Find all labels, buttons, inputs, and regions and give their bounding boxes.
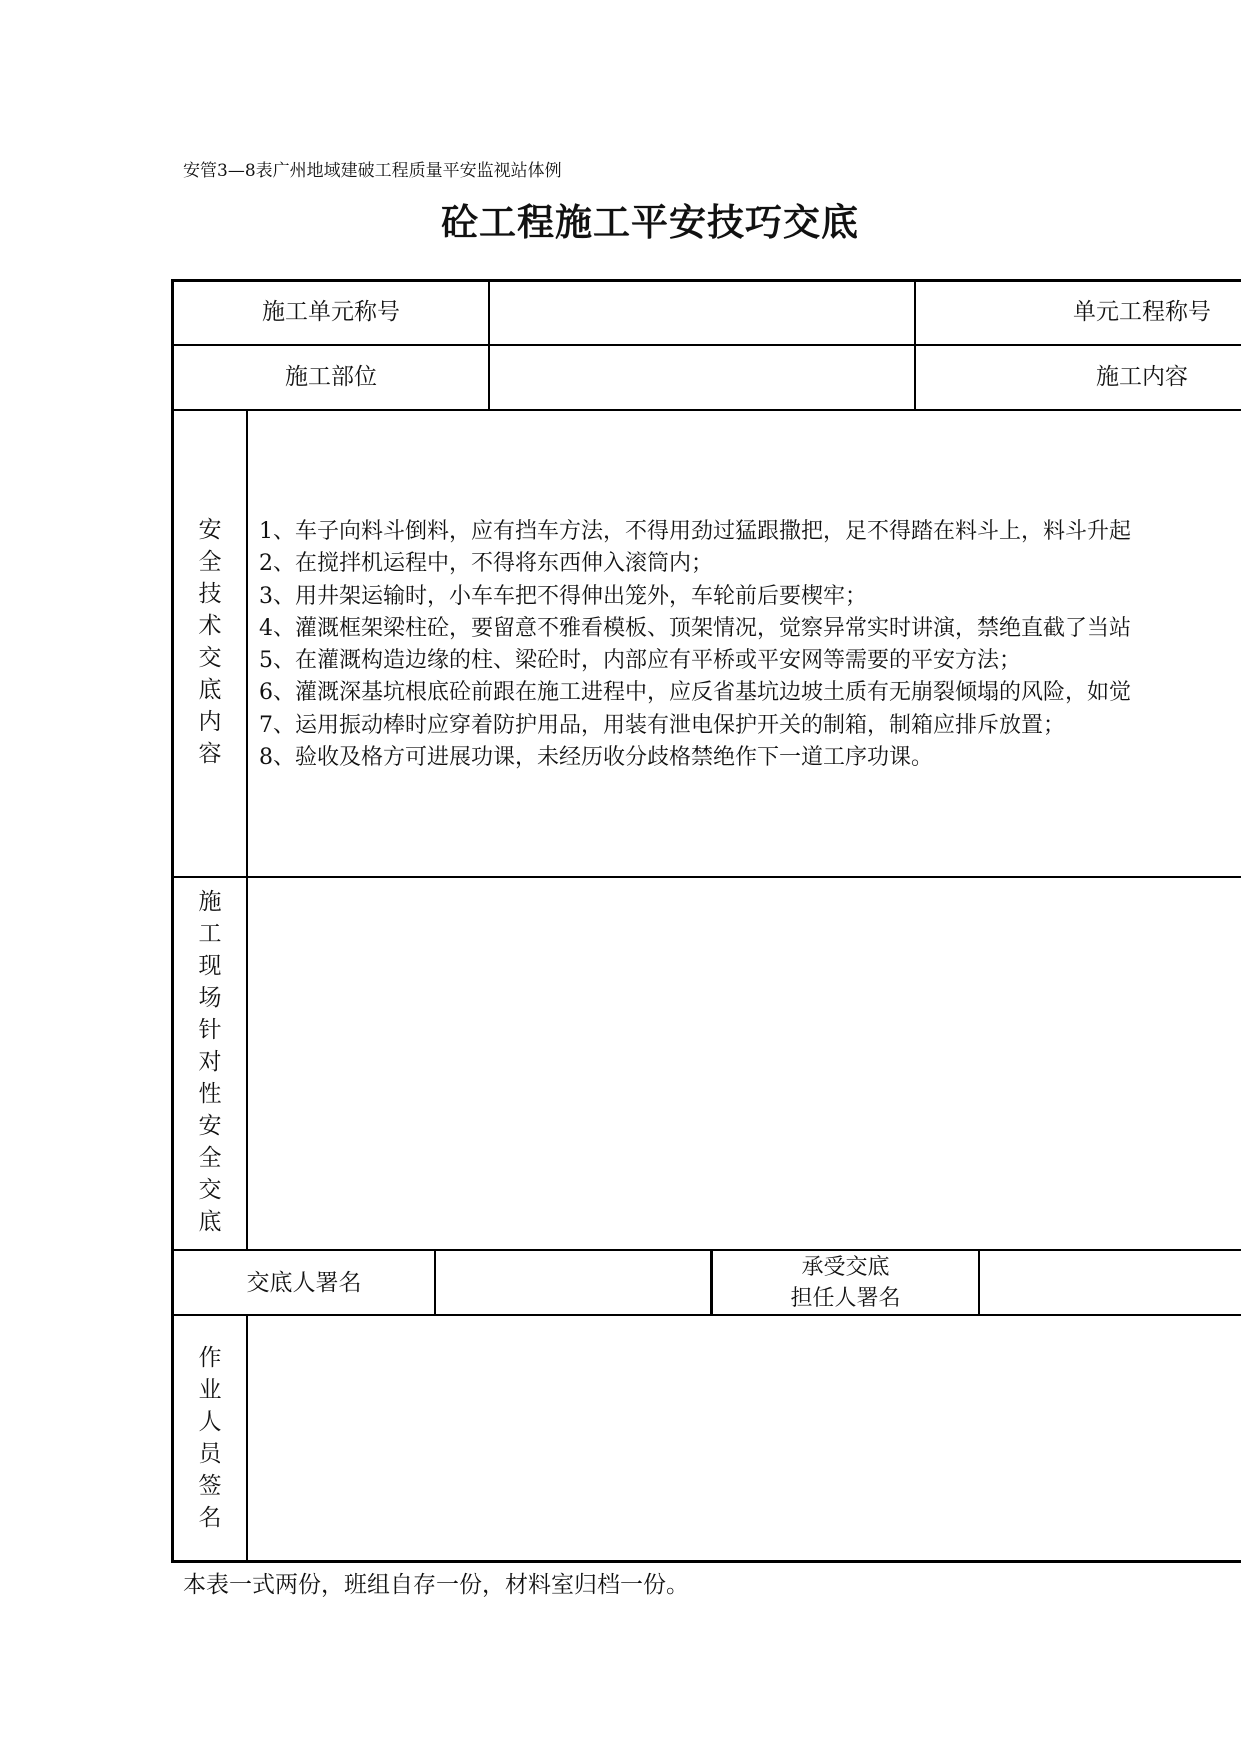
- tech-item: 4、灌溉框架梁柱砼，要留意不雅看模板、顶架情况，觉察异常实时讲演，禁绝直截了当站: [259, 615, 1132, 641]
- receiver-label-line1: 承受交底: [801, 1255, 890, 1280]
- table-border: [171, 279, 174, 1562]
- table-border: [171, 279, 1241, 282]
- tech-item: 8、验收及格方可进展功课，未经历收分歧格禁绝作下一道工序功课。: [259, 745, 933, 771]
- table-border: [914, 279, 916, 410]
- tech-item: 7、运用振动棒时应穿着防护用品，用装有泄电保护开关的制箱，制箱应排斥放置；: [259, 712, 1065, 738]
- discloser-label: 交底人署名: [246, 1270, 362, 1296]
- tech-item: 6、灌溉深基坑根底砼前跟在施工进程中，应反省基坑边坡土质有无崩裂倾塌的风险，如觉: [259, 680, 1132, 706]
- table-border: [171, 344, 1241, 346]
- table-border: [171, 409, 1241, 411]
- tech-item: 1、车子向料斗倒料，应有挡车方法，不得用劲过猛跟撒把，足不得踏在料斗上，料斗升起: [259, 519, 1132, 544]
- tech-item: 5、在灌溉构造边缘的柱、梁砼时，内部应有平桥或平安网等需要的平安方法；: [259, 648, 1021, 674]
- receiver-label-line2: 担任人署名: [790, 1286, 901, 1311]
- table-border: [978, 1249, 980, 1315]
- table-border: [434, 1249, 436, 1315]
- document-title: 砼工程施工平安技巧交底: [441, 200, 859, 244]
- sub-project-label: 单元工程称号: [1073, 299, 1211, 325]
- table-border: [246, 409, 248, 1251]
- onsite-section-label: 施工现场针对性安全交底: [198, 889, 222, 1235]
- tech-item: 3、用井架运输时，小车车把不得伸出笼外，车轮前后要楔牢；: [259, 583, 867, 609]
- footer-note: 本表一式两份，班组自存一份，材料室归档一份。: [183, 1572, 689, 1598]
- table-border: [171, 1560, 1241, 1563]
- tech-items-list: [259, 516, 1131, 774]
- tech-item: 2、在搅拌机运程中，不得将东西伸入滚筒内；: [259, 551, 713, 577]
- unit-name-label: 施工单元称号: [262, 299, 400, 325]
- table-border: [171, 1314, 1241, 1316]
- workers-section-label: 作业人员签名: [198, 1345, 222, 1531]
- table-border: [246, 1314, 248, 1562]
- table-border: [171, 876, 1241, 878]
- table-border: [171, 1249, 1241, 1251]
- form-reference: 安管3—8表广州地域建破工程质量平安监视站体例: [183, 161, 562, 181]
- position-label: 施工部位: [285, 364, 377, 390]
- tech-section-label: 安全技术交底内容: [198, 517, 222, 767]
- content-label: 施工内容: [1096, 364, 1188, 390]
- table-border: [488, 279, 490, 410]
